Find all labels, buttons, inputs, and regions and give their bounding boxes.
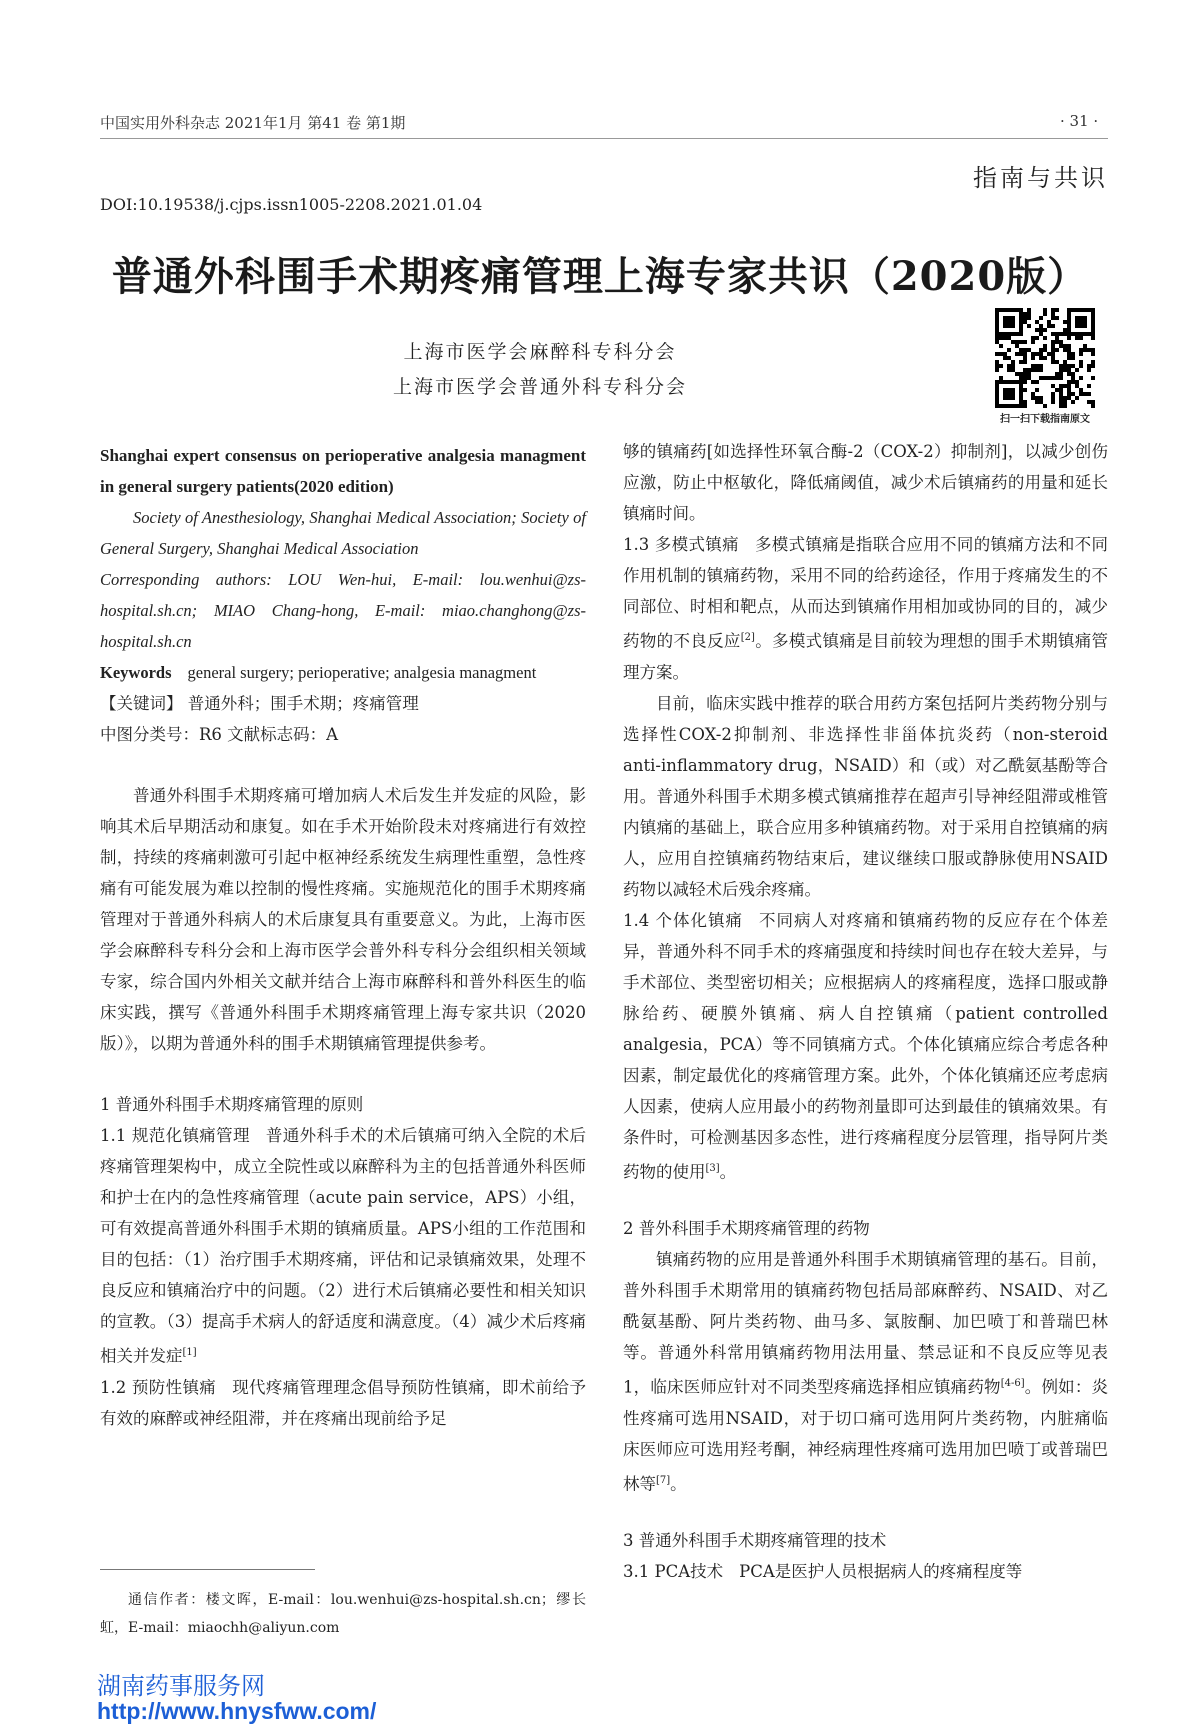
section-3-1-label: 3.1 PCA技术 [623, 1562, 724, 1581]
citation[interactable]: [4-6] [1000, 1378, 1025, 1389]
section-2-end: 。 [670, 1474, 687, 1493]
section-1-3-paragraph-2: 目前，临床实践中推荐的联合用药方案包括阿片类药物分别与选择性COX-2抑制剂、非选择性非甾体抗炎药（non-steroid anti-inflammatory drug，NSAID）和（或）对乙酰氨基酚等合用。普通外科围手术期多模式镇痛推荐在超声引导神经阻滞或椎管内镇痛的基础上，联合应用多种镇痛药物。对于采用自控镇痛的病人，应用自控镇痛药物结束后，建议继续口服或静脉使用NSAID药物以减轻术后残余疼痛。 [623, 693, 1108, 899]
english-title: Shanghai expert consensus on perioperative analgesia managment in general surgery patients(2020 edition) [100, 446, 586, 496]
section-1-2-text: 现代疼痛管理理念倡导预防性镇痛，即术前给予有效的麻醉或神经阻滞，并在疼痛出现前给予足 [100, 1377, 586, 1428]
section-2-paragraph [623, 1244, 1108, 1499]
english-keywords [100, 657, 586, 688]
section-1-1 [100, 1120, 586, 1372]
section-1-heading: 1 普通外科围手术期疼痛管理的原则 [100, 1095, 364, 1114]
qr-caption: 扫一扫下载指南原文 [1000, 414, 1090, 425]
section-1-4-text: 不同病人对疼痛和镇痛药物的反应存在个体差异，普通外科不同手术的疼痛强度和持续时间也存在较大差异，与手术部位、类型密切相关；应根据病人的疼痛程度，选择口服或静脉给药、硬膜外镇痛、病人自控镇痛（patient controlled analgesia，PCA）等不同镇痛方式。个体化镇痛应综合考虑各种因素，制定最优化的疼痛管理方案。此外，个体化镇痛还应考虑病人因素，使病人应用最小的药物剂量即可达到最佳的镇痛效果。有条件时，可检测基因多态性，进行疼痛程度分层管理，指导阿片类药物的使用 [623, 910, 1108, 1181]
keywords-value: general surgery; perioperative; analgesia managment [187, 663, 537, 682]
section-1-3-text: 多模式镇痛是指联合应用不同的镇痛方法和不同作用机制的镇痛药物，采用不同的给药途径，作用于疼痛发生的不同部位、时相和靶点，从而达到镇痛作用相加或协同的目的，减少药物的不良反应 [623, 535, 1108, 651]
header-divider [100, 138, 1108, 139]
section-1-4-end: 。 [719, 1162, 737, 1181]
author-1: 上海市医学会麻醉科专科分会 [403, 341, 677, 363]
qr-code-icon[interactable] [995, 308, 1095, 408]
author-2: 上海市医学会普通外科专科分会 [392, 376, 687, 398]
paper-title: 普通外科围手术期疼痛管理上海专家共识（2020版） [111, 253, 1089, 300]
watermark-site-name: 湖南药事服务网 [97, 1672, 265, 1700]
left-column [100, 440, 586, 1434]
section-1-4-label: 1.4 个体化镇痛 [623, 910, 743, 930]
page-number: · 31 · [1060, 112, 1099, 130]
citation[interactable]: [7] [656, 1474, 671, 1486]
watermark-url[interactable]: http://www.hnysfww.com/ [97, 1698, 377, 1724]
section-2-text-2: 。例如：炎性疼痛可选用NSAID，对于切口痛可选用阿片类药物，内脏痛临床医师应可选用羟考酮，神经病理性疼痛可选用加巴喷丁或普瑞巴林等 [623, 1377, 1109, 1493]
citation[interactable]: [3] [705, 1162, 720, 1174]
intro-paragraph: 普通外科围手术期疼痛可增加病人术后发生并发症的风险，影响其术后早期活动和康复。如在手术开始阶段未对疼痛进行有效控制，持续的疼痛刺激可引起中枢神经系统发生病理性重塑，急性疼痛有可能发展为难以控制的慢性疼痛。实施规范化的围手术期疼痛管理对于普通外科病人的术后康复具有重要意义。为此，上海市医学会麻醉科专科分会和上海市医学会普外科专科分会组织相关领域专家，综合国内外相关文献并结合上海市麻醉科和普外科医生的临床实践，撰写《普通外科围手术期疼痛管理上海专家共识（2020版）》，以期为普通外科的围手术期镇痛管理提供参考。 [100, 786, 586, 1053]
section-1-2-continued: 够的镇痛药[如选择性环氧合酶-2（COX-2）抑制剂]，以减少创伤应激，防止中枢敏化，降低痛阈值，减少术后镇痛药的用量和延长镇痛时间。 [623, 442, 1108, 523]
section-tag: 指南与共识 [973, 164, 1108, 192]
footnote-divider [100, 1569, 315, 1570]
classification: 中图分类号：R6 文献标志码：A [100, 725, 339, 744]
section-3-heading: 3 普通外科围手术期疼痛管理的技术 [623, 1531, 887, 1550]
footnote: 通信作者：楼文晖，E-mail：lou.wenhui@zs-hospital.sh.cn；缪长虹，E-mail：miaochh@aliyun.com [100, 1592, 586, 1636]
section-1-3-text-end: 。多模式镇痛是目前较为理想的围手术期镇痛管理方案。 [623, 631, 1109, 682]
section-1-1-text: 普通外科手术的术后镇痛可纳入全院的术后疼痛管理架构中，成立全院性或以麻醉科为主的包括普通外科医师和护士在内的急性疼痛管理（acute pain service，APS）小组，可有效提高普通外科围手术期的镇痛质量。APS小组的工作范围和目的包括：（1）治疗围手术期疼痛，评估和记录镇痛效果，处理不良反应和镇痛治疗中的问题。（2）进行术后镇痛必要性和相关知识的宣教。（3）提高手术病人的舒适度和满意度。（4）减少术后疼痛相关并发症 [100, 1126, 586, 1366]
section-3-1-text: PCA是医护人员根据病人的疼痛程度等 [739, 1562, 1023, 1581]
doi: DOI:10.19538/j.cjps.issn1005-2208.2021.01.04 [100, 195, 483, 214]
citation[interactable]: [1] [182, 1347, 197, 1358]
section-1-3 [623, 529, 1108, 688]
section-3-1 [623, 1556, 1108, 1587]
section-1-2 [100, 1372, 586, 1434]
section-2-heading: 2 普外科围手术期疼痛管理的药物 [623, 1219, 870, 1238]
section-1-1-label: 1.1 规范化镇痛管理 [100, 1126, 250, 1145]
journal-header: 中国实用外科杂志 2021年1月 第41 卷 第1期 [100, 114, 406, 132]
right-column [623, 436, 1108, 1587]
chinese-keywords: 【关键词】 普通外科；围手术期；疼痛管理 [100, 694, 419, 713]
citation[interactable]: [2] [740, 632, 755, 643]
english-corresponding: Corresponding authors: LOU Wen-hui, E-mail: lou.wenhui@zs-hospital.sh.cn; MIAO Chang-hong, E-mail: miao.changhong@zs-hospital.sh.cn [100, 570, 586, 651]
keywords-label: Keywords [100, 663, 172, 682]
section-1-3-label: 1.3 多模式镇痛 [623, 535, 739, 554]
section-1-4 [623, 905, 1108, 1188]
section-2-text: 镇痛药物的应用是普通外科围手术期镇痛管理的基石。目前，普外科围手术期常用的镇痛药物包括局部麻醉药、NSAID、对乙酰氨基酚、阿片类药物、曲马多、氯胺酮、加巴喷丁和普瑞巴林等。普通外科常用镇痛药物用法用量、禁忌证和不良反应等见表1，临床医师应针对不同类型疼痛选择相应镇痛药物 [623, 1250, 1108, 1397]
author-affiliations [330, 335, 750, 405]
section-1-2-label: 1.2 预防性镇痛 [100, 1377, 217, 1397]
english-society: Society of Anesthesiology, Shanghai Medical Association; Society of General Surgery, Shanghai Medical Association [100, 508, 586, 558]
